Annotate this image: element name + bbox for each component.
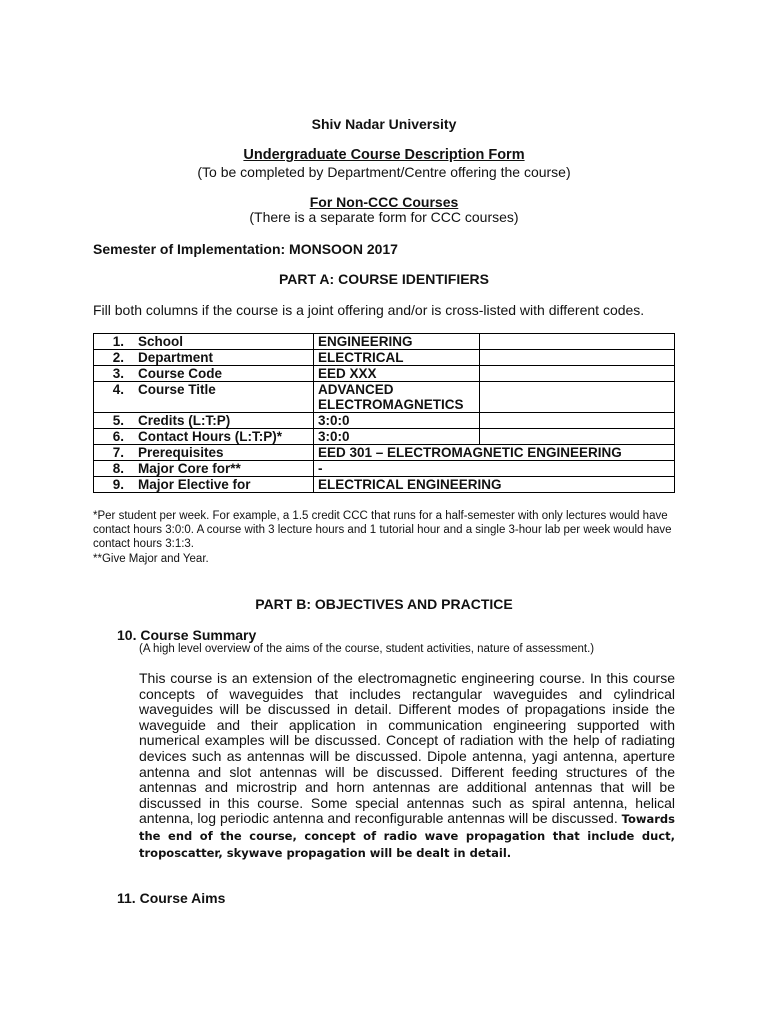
row-value-cell: 3:0:0 xyxy=(314,413,480,429)
row-extra-cell xyxy=(480,366,675,382)
row-extra-cell xyxy=(480,350,675,366)
course-type: For Non-CCC Courses xyxy=(309,194,459,210)
row-value-cell: ELECTRICAL ENGINEERING xyxy=(314,477,675,493)
major-footnote: **Give Major and Year. xyxy=(93,553,209,565)
row-label-cell: 9. Major Elective for xyxy=(94,477,314,493)
row-label-cell: 5. Credits (L:T:P) xyxy=(94,413,314,429)
contact-hours-footnote: *Per student per week. For example, a 1.5 credit CCC that runs for a half-semester with only lectures would have contact hours 3:0:0. A course with 3 lecture hours and 1 tutorial hour and a single 3-hour lab per week would have contact hours 3:1:3. xyxy=(93,510,672,550)
row-label-cell: 8. Major Core for** xyxy=(94,461,314,477)
course-summary-text xyxy=(139,671,675,861)
row-label-cell: 7. Prerequisites xyxy=(94,445,314,461)
part-a-instruction: Fill both columns if the course is a joint offering and/or is cross-listed with different codes. xyxy=(93,302,645,318)
table-row xyxy=(94,461,675,477)
summary-note: (A high level overview of the aims of the course, student activities, nature of assessment.) xyxy=(139,643,595,655)
row-extra-cell xyxy=(480,413,675,429)
course-type-note: (There is a separate form for CCC courses) xyxy=(249,209,519,225)
form-note: (To be completed by Department/Centre offering the course) xyxy=(197,164,571,180)
row-extra-cell xyxy=(480,429,675,445)
course-identifiers-table xyxy=(93,333,675,493)
row-value-cell: - xyxy=(314,461,675,477)
row-value-cell: 3:0:0 xyxy=(314,429,480,445)
summary-heading: 10. Course Summary xyxy=(117,627,257,643)
row-value-cell: ELECTRICAL xyxy=(314,350,480,366)
part-b-title: PART B: OBJECTIVES AND PRACTICE xyxy=(255,596,513,612)
part-a-title: PART A: COURSE IDENTIFIERS xyxy=(278,271,489,287)
row-value-cell: ENGINEERING xyxy=(314,334,480,350)
row-label-cell: 4. Course Title xyxy=(94,382,314,413)
row-extra-cell xyxy=(480,382,675,413)
row-label-cell: 3. Course Code xyxy=(94,366,314,382)
aims-heading: 11. Course Aims xyxy=(117,890,226,906)
table-row xyxy=(94,477,675,493)
table-row xyxy=(94,350,675,366)
table-row xyxy=(94,429,675,445)
row-value-cell: ADVANCED ELECTROMAGNETICS xyxy=(314,382,480,413)
row-value-cell: EED 301 – ELECTROMAGNETIC ENGINEERING xyxy=(314,445,675,461)
summary-body: This course is an extension of the electromagnetic engineering course. In this course concepts of waveguides that includes rectangular waveguides and cylindrical waveguides will be discussed in detail. Different modes of propagations inside the waveguide and their application in communication engineering supported with numerical examples will be discussed. Concept of radiation with the help of radiating devices such as antennas will be discussed. Dipole antenna, yagi antenna, aperture antenna and slot antennas will be discussed. Different feeding structures of the antennas and microstrip and horn antennas are additional antennas that will be discussed in this course. Some special antennas such as spiral antenna, helical antenna, log periodic antenna and reconfigurable antennas will be discussed. xyxy=(139,670,675,827)
table-row xyxy=(94,445,675,461)
row-label-cell: 1. School xyxy=(94,334,314,350)
table-row xyxy=(94,382,675,413)
row-label-cell: 2. Department xyxy=(94,350,314,366)
row-label-cell: 6. Contact Hours (L:T:P)* xyxy=(94,429,314,445)
form-title: Undergraduate Course Description Form xyxy=(243,147,525,163)
summary-tail: Towards the end of the course, concept of radio wave propagation that include duct, troposcatter, skywave propagation will be dealt in detail. xyxy=(139,812,676,860)
table-row xyxy=(94,413,675,429)
table-row xyxy=(94,334,675,350)
row-value-cell: EED XXX xyxy=(314,366,480,382)
semester-label: Semester of Implementation: MONSOON 2017 xyxy=(93,241,398,257)
table-row xyxy=(94,366,675,382)
row-extra-cell xyxy=(480,334,675,350)
university-name: Shiv Nadar University xyxy=(311,116,457,132)
